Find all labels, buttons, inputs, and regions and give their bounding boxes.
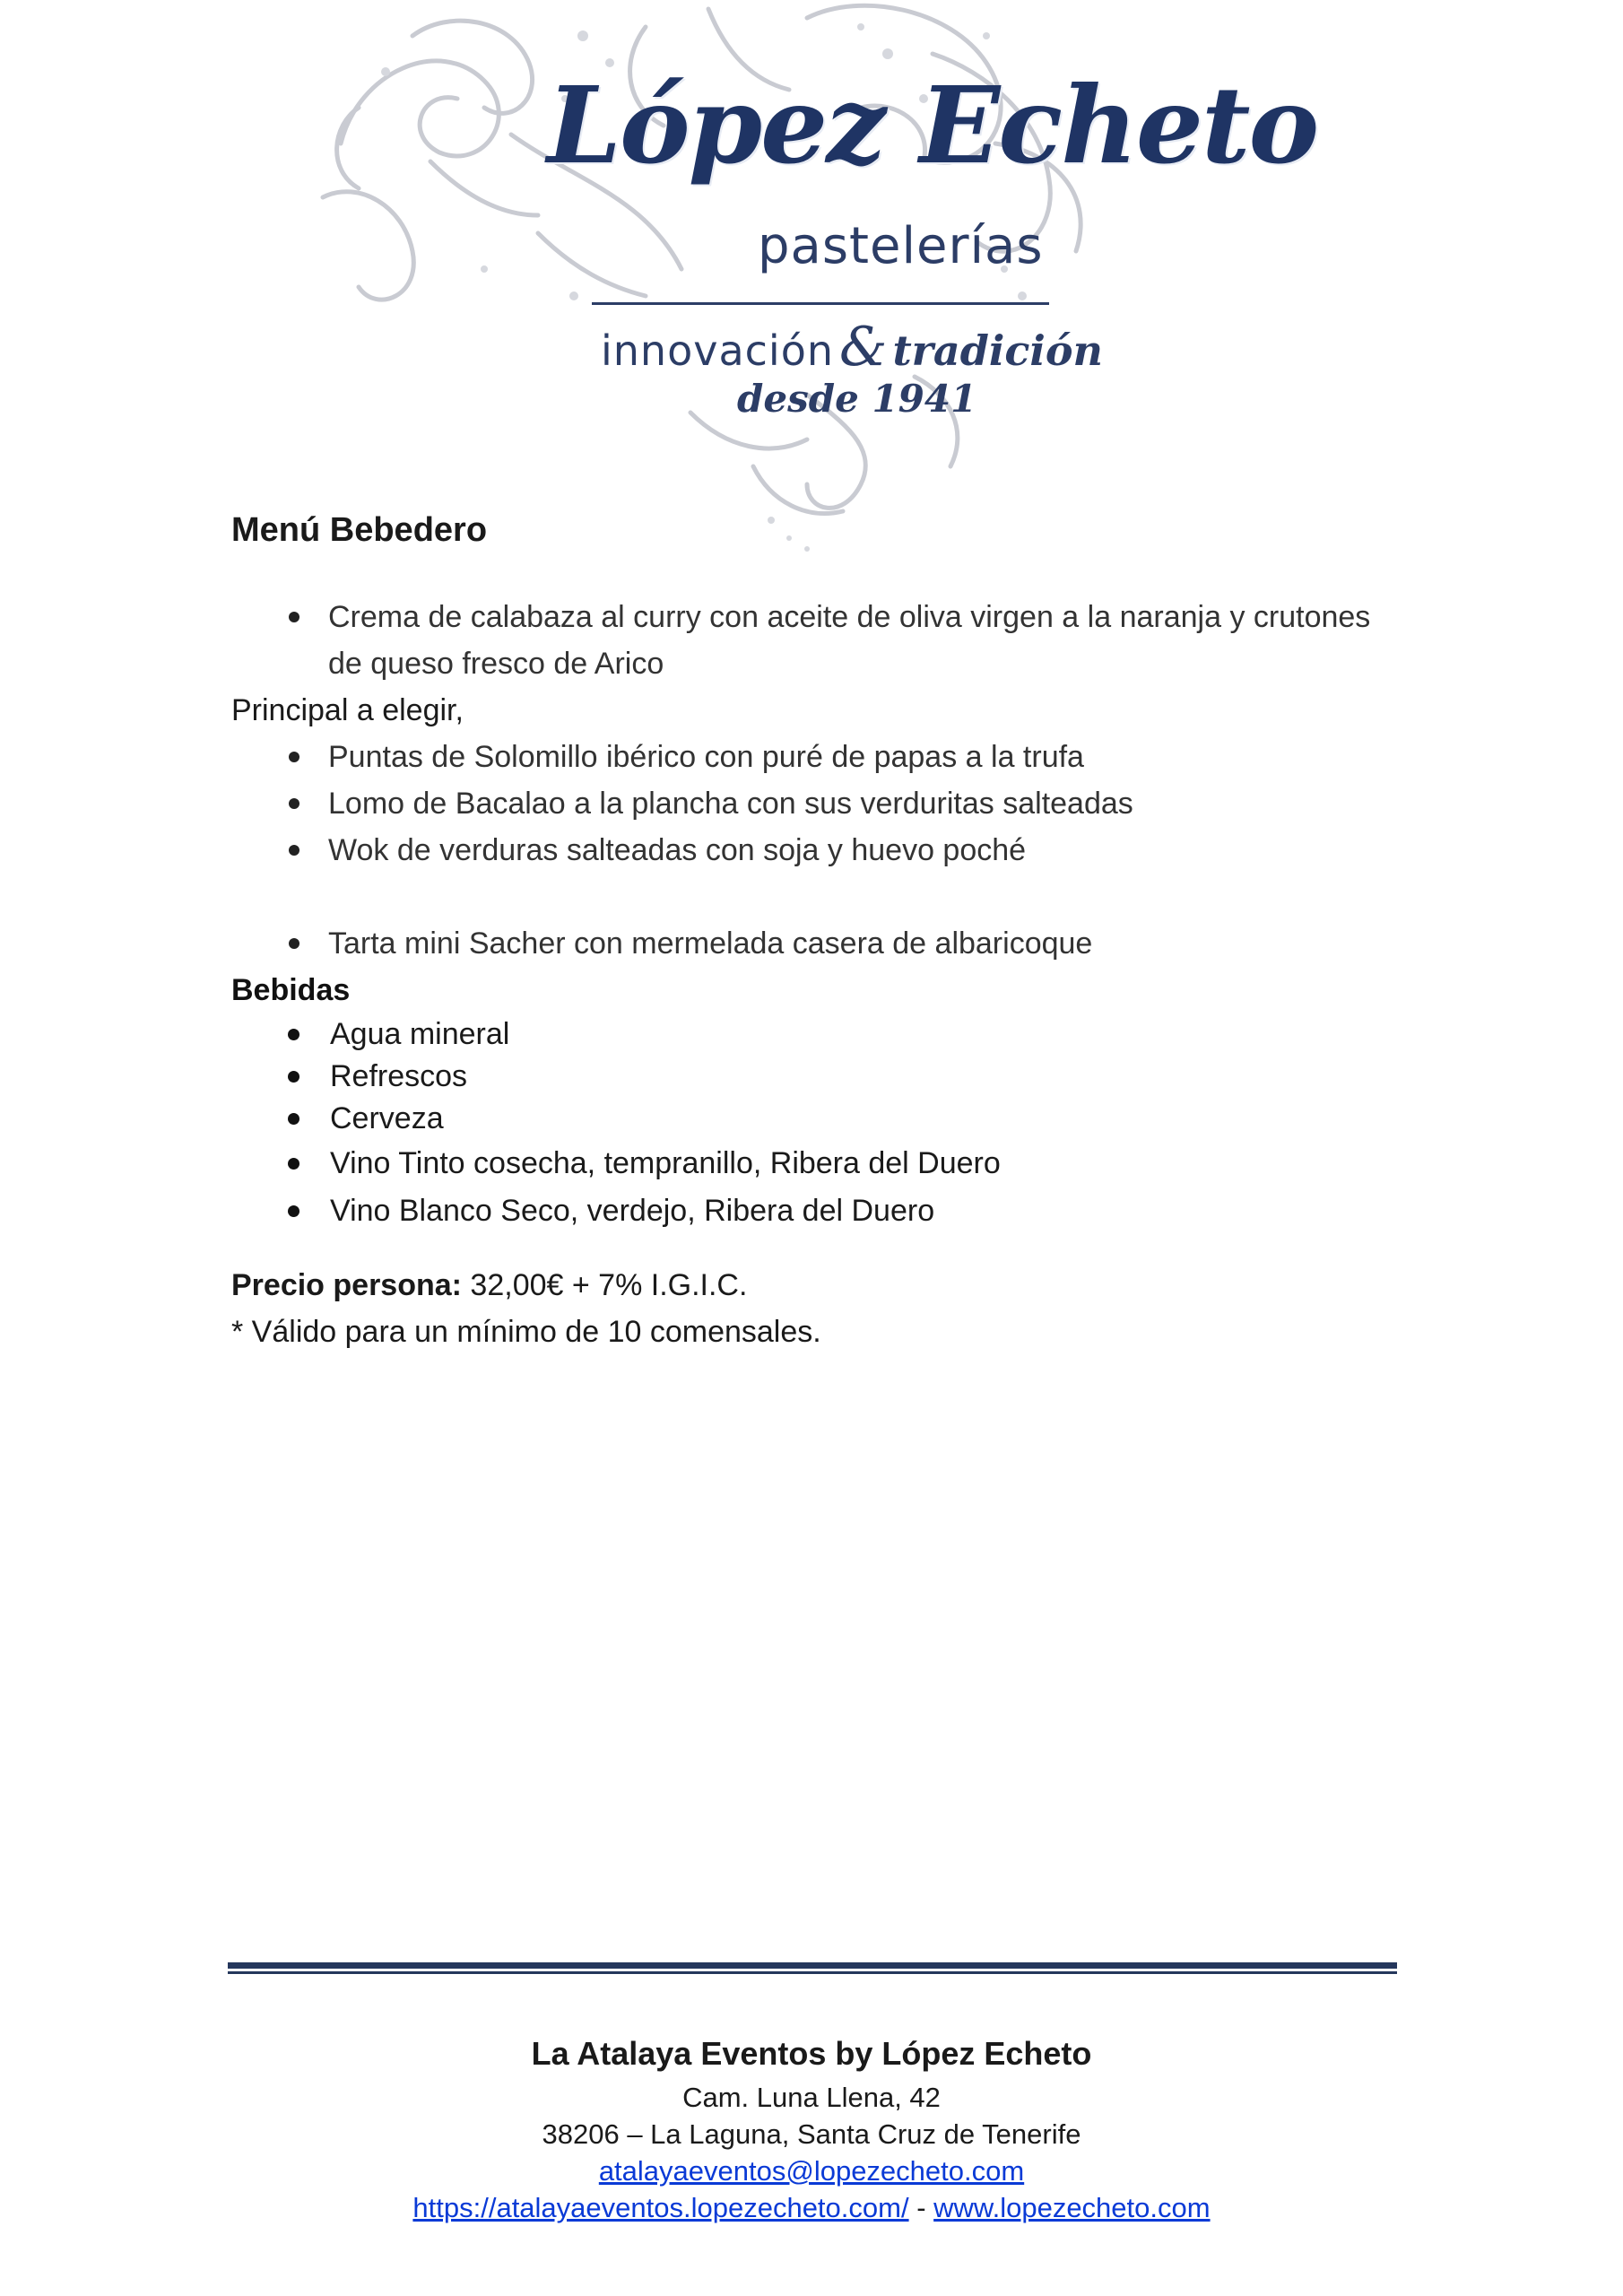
menu-content — [231, 502, 1397, 1355]
price-value: 32,00€ + 7% I.G.I.C. — [461, 1268, 748, 1302]
price-block — [231, 1262, 1397, 1355]
footer-email-link[interactable]: atalayaeventos@lopezecheto.com — [598, 2155, 1025, 2187]
drink-item: Vino Blanco Seco, verdejo, Ribera del Duero — [231, 1187, 1397, 1235]
footer-divider — [228, 1962, 1397, 1975]
drinks-list — [231, 1013, 1397, 1235]
drink-item: Vino Tinto cosecha, tempranillo, Ribera del Duero — [231, 1140, 1397, 1187]
price-line — [231, 1262, 1397, 1309]
main-course-list — [231, 734, 1397, 874]
brand-tagline — [601, 316, 1103, 378]
tagline-tradition: tradición — [892, 326, 1103, 375]
tagline-ampersand: & — [839, 316, 888, 378]
minimum-guests-note: * Válido para un mínimo de 10 comensales. — [231, 1315, 821, 1349]
starter-item: Crema de calabaza al curry con aceite de oliva virgen a la naranja y crutones de queso fresco de Arico — [231, 594, 1397, 687]
footer — [0, 2029, 1623, 2226]
brand-since: desde 1941 — [737, 377, 977, 421]
footer-company-name: La Atalaya Eventos by López Echeto — [531, 2035, 1092, 2072]
drink-item: Cerveza — [231, 1098, 1397, 1140]
footer-address-city: 38206 – La Laguna, Santa Cruz de Tenerife — [542, 2118, 1081, 2150]
spacer — [231, 874, 1397, 920]
dessert-list — [231, 920, 1397, 967]
drinks-heading: Bebidas — [231, 973, 351, 1007]
brand-divider — [592, 302, 1049, 305]
footer-email-row — [0, 2152, 1623, 2189]
main-course-item: Lomo de Bacalao a la plancha con sus verduritas salteadas — [231, 780, 1397, 827]
footer-website-link-events[interactable]: https://atalayaeventos.lopezecheto.com/ — [412, 2192, 909, 2223]
footer-link-separator: - — [908, 2192, 934, 2223]
brand-subtitle: pastelerías — [758, 217, 1044, 275]
main-course-intro: Principal a elegir, — [231, 693, 464, 727]
footer-website-link-main[interactable]: www.lopezecheto.com — [933, 2192, 1211, 2223]
brand-name: López Echeto — [547, 63, 1318, 187]
tagline-innovation: innovación — [601, 326, 835, 375]
footer-address-street: Cam. Luna Llena, 42 — [682, 2082, 941, 2113]
menu-title: Menú Bebedero — [231, 511, 488, 549]
drink-item: Agua mineral — [231, 1013, 1397, 1056]
dessert-item: Tarta mini Sacher con mermelada casera de albaricoque — [231, 920, 1397, 967]
starter-list — [231, 594, 1397, 687]
main-course-item: Puntas de Solomillo ibérico con puré de papas a la trufa — [231, 734, 1397, 780]
footer-websites-row — [0, 2189, 1623, 2226]
drink-item: Refrescos — [231, 1056, 1397, 1098]
main-course-item: Wok de verduras salteadas con soja y huevo poché — [231, 827, 1397, 874]
brand-logo — [305, 0, 1318, 556]
price-label: Precio persona: — [231, 1268, 462, 1302]
